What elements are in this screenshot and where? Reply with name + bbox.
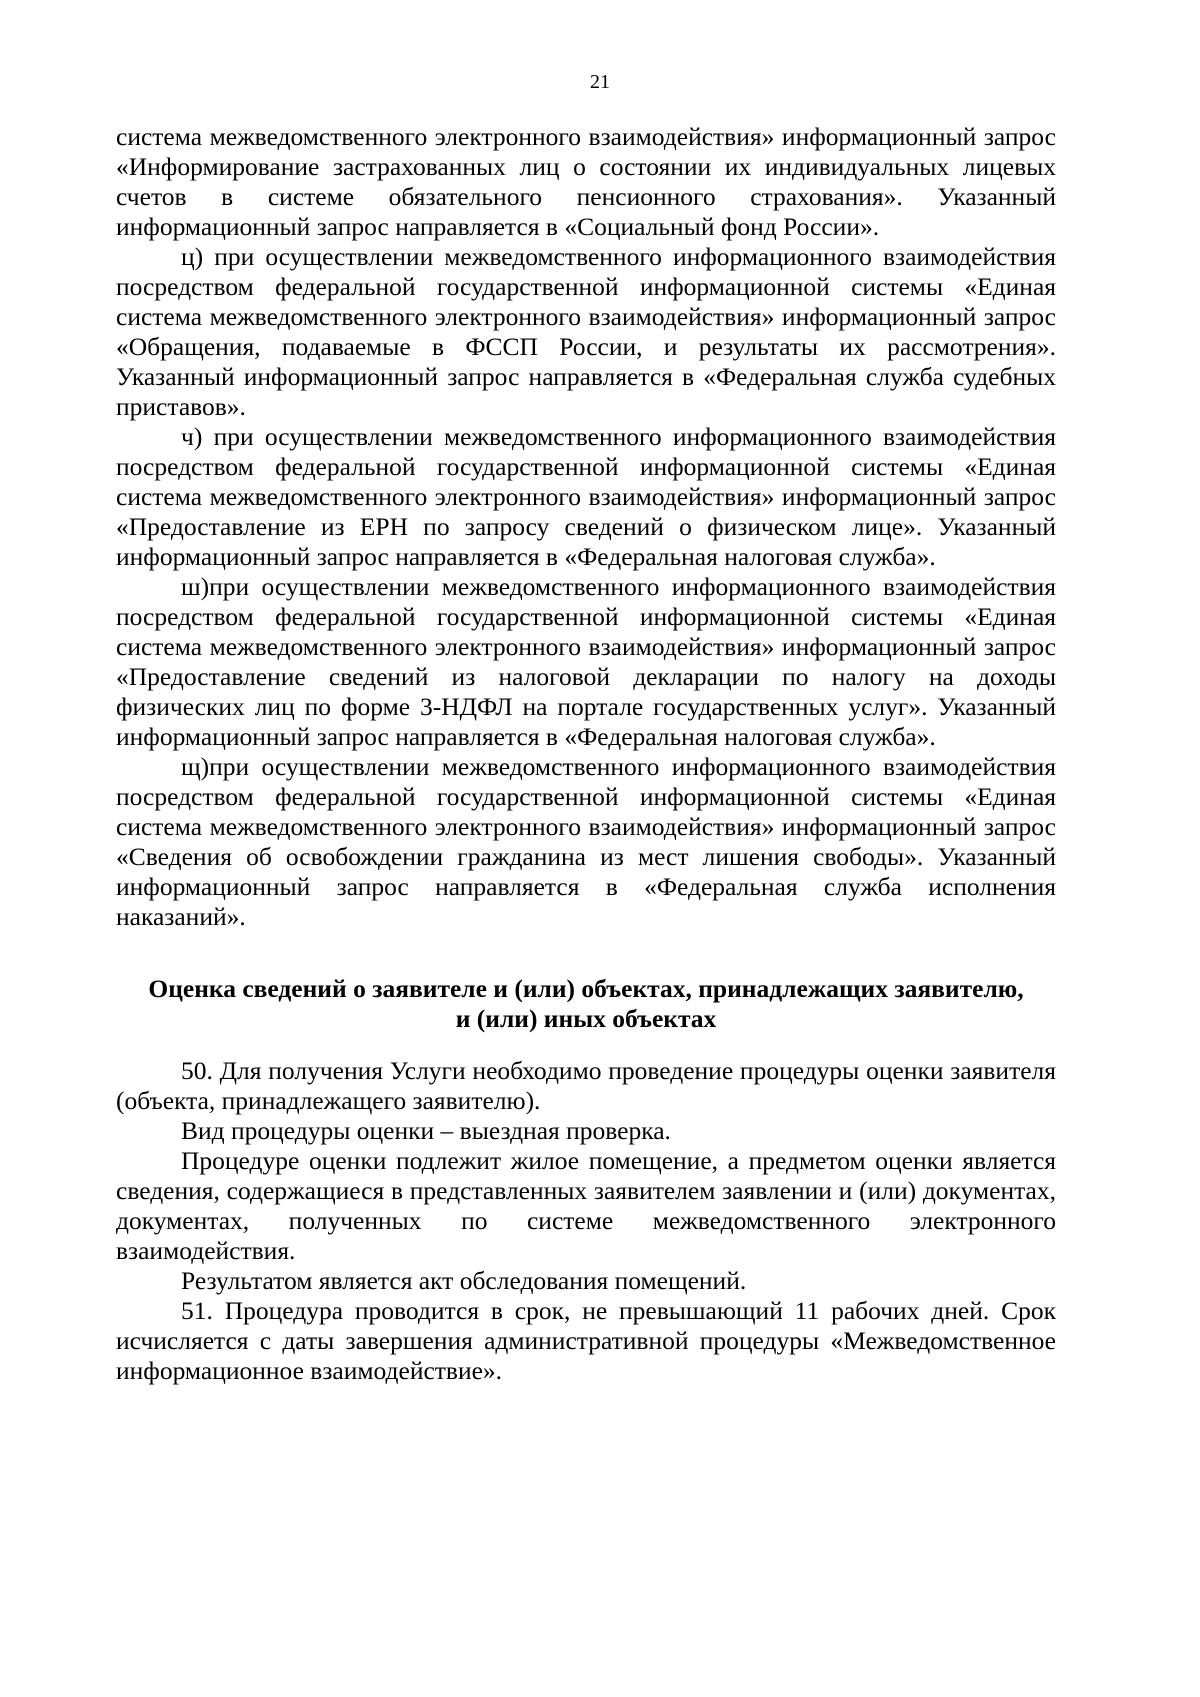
paragraph-item-ts: ц) при осуществлении межведомственного информационного взаимодействия посредством федеральной государственной информационной системы «Единая система межведомственного электронного взаимодействия» информационный запрос «Обращения, подаваемые в ФССП России, и результаты их рассмотрения». Указанный информационный запрос направляется в «Федеральная служба судебных приставов». <box>116 242 1056 421</box>
paragraph-result: Результатом является акт обследования помещений. <box>181 1266 747 1295</box>
page-number: 21 <box>590 71 610 93</box>
paragraph-continuation: система межведомственного электронного взаимодействия» информационный запрос «Информирование застрахованных лиц о состоянии их индивидуальных лицевых счетов в системе обязательного пенсионного страхования». Указанный информационный запрос направляется в «Социальный фонд России». <box>116 122 1056 241</box>
paragraph-assessment-subject: Процедуре оценки подлежит жилое помещение, а предметом оценки является сведения, содержащиеся в представленных заявителем заявлении и (или) документах, документах, полученных по системе межведомственного электронного взаимодействия. <box>116 1146 1056 1265</box>
paragraph-51: 51. Процедура проводится в срок, не превышающий 11 рабочих дней. Срок исчисляется с даты завершения административной процедуры «Межведомственное информационное взаимодействие». <box>116 1296 1056 1385</box>
paragraph-procedure-type: Вид процедуры оценки – выездная проверка. <box>181 1116 671 1145</box>
section-heading <box>116 974 1056 1034</box>
paragraph-item-shch: щ)при осуществлении межведомственного информационного взаимодействия посредством федеральной государственной информационной системы «Единая система межведомственного электронного взаимодействия» информационный запрос «Сведения об освобождении гражданина из мест лишения свободы». Указанный информационный запрос направляется в «Федеральная служба исполнения наказаний». <box>116 752 1056 931</box>
paragraph-50: 50. Для получения Услуги необходимо проведение процедуры оценки заявителя (объекта, принадлежащего заявителю). <box>116 1056 1056 1115</box>
paragraph-item-sh: ш)при осуществлении межведомственного информационного взаимодействия посредством федеральной государственной информационной системы «Единая система межведомственного электронного взаимодействия» информационный запрос «Предоставление сведений из налоговой декларации по налогу на доходы физических лиц по форме 3-НДФЛ на портале государственных услуг». Указанный информационный запрос направляется в «Федеральная налоговая служба». <box>116 572 1056 751</box>
section-heading-line-1: Оценка сведений о заявителе и (или) объектах, принадлежащих заявителю, <box>148 974 1024 1003</box>
document-body <box>116 122 1056 1386</box>
paragraph-item-ch: ч) при осуществлении межведомственного информационного взаимодействия посредством федеральной государственной информационной системы «Единая система межведомственного электронного взаимодействия» информационный запрос «Предоставление из ЕРН по запросу сведений о физическом лице». Указанный информационный запрос направляется в «Федеральная налоговая служба». <box>116 422 1056 571</box>
section-heading-line-2: и (или) иных объектах <box>455 1004 717 1033</box>
